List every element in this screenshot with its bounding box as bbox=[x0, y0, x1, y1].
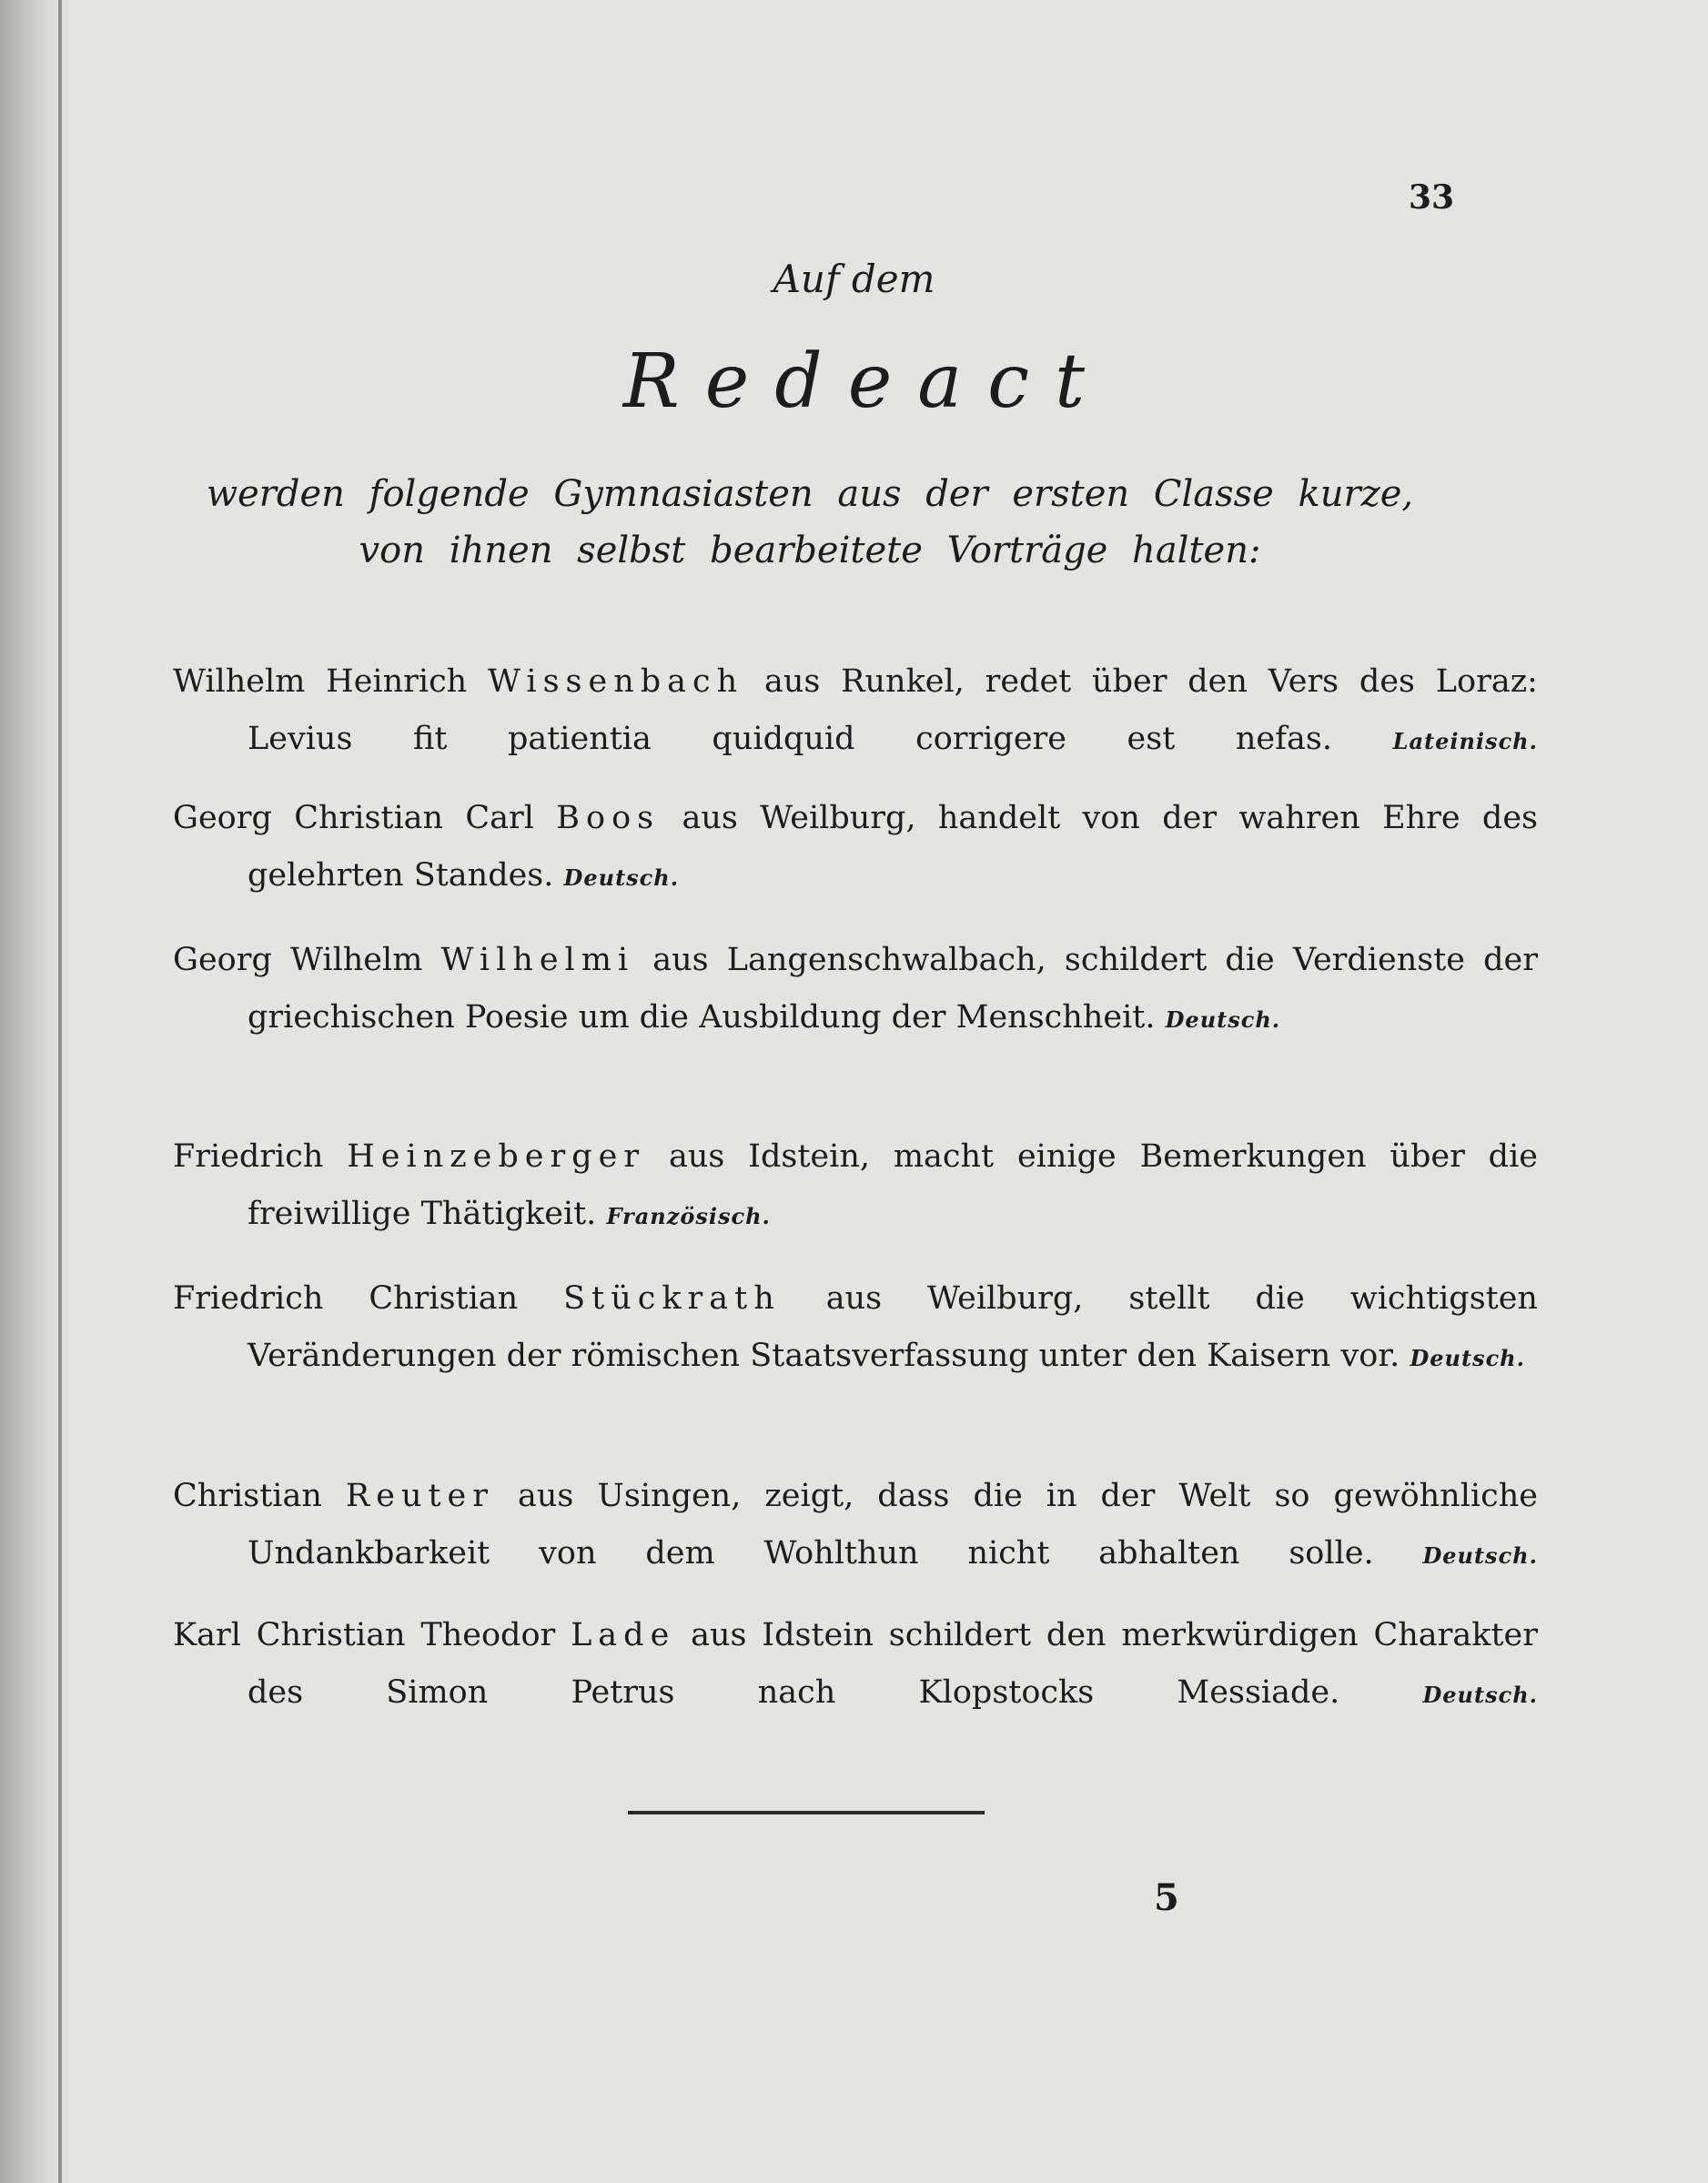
speaker-topic: aus Weilburg, stellt die wichtigsten Veränderungen der römischen Staatsverfassung unter den Kaisern vor. bbox=[248, 1280, 1538, 1374]
page-binding-shadow bbox=[58, 0, 62, 2183]
speaker-topic: aus Idstein, macht einige Bemerkungen über die freiwillige Thätigkeit. bbox=[248, 1138, 1538, 1232]
page-number: 33 bbox=[1409, 178, 1455, 217]
speech-language: Deutsch. bbox=[1165, 1006, 1281, 1033]
speaker-given-names: Karl Christian Theodor bbox=[173, 1617, 556, 1653]
speaker-surname: Lade bbox=[571, 1617, 676, 1653]
speech-language: Deutsch. bbox=[1422, 1542, 1538, 1569]
page-title: Redeact bbox=[622, 339, 1111, 425]
speaker-entry-heinzeberger bbox=[173, 1128, 1538, 1245]
speech-language: Lateinisch. bbox=[1392, 728, 1538, 754]
speaker-entry-reuter bbox=[173, 1468, 1538, 1584]
closing-rule bbox=[628, 1811, 985, 1814]
speaker-given-names: Wilhelm Heinrich bbox=[173, 663, 468, 700]
speaker-given-names: Georg Christian Carl bbox=[173, 800, 534, 836]
speaker-surname: Boos bbox=[556, 800, 661, 836]
speaker-surname: Heinzeberger bbox=[347, 1138, 646, 1175]
speaker-given-names: Friedrich bbox=[173, 1138, 324, 1175]
speaker-topic: aus Weilburg, handelt von der wahren Ehre des gelehrten Standes. bbox=[248, 800, 1538, 894]
speaker-given-names: Christian bbox=[173, 1478, 322, 1514]
speech-language: Französisch. bbox=[606, 1203, 771, 1229]
speaker-entry-stueckrath bbox=[173, 1270, 1538, 1387]
intro-line-1: werden folgende Gymnasiasten aus der ersten Classe kurze, bbox=[206, 473, 1414, 515]
printer-signature-mark: 5 bbox=[1154, 1876, 1179, 1919]
speaker-topic: aus Langenschwalbach, schildert die Verdienste der griechischen Poesie um die Ausbildung der Menschheit. bbox=[248, 942, 1538, 1036]
speaker-entry-wissenbach bbox=[173, 653, 1538, 770]
speaker-topic: aus Idstein schildert den merkwürdigen Charakter des Simon Petrus nach Klopstocks Messiade. bbox=[248, 1617, 1538, 1711]
speaker-surname: Wissenbach bbox=[488, 663, 744, 700]
header-line: Auf dem bbox=[773, 257, 935, 301]
speaker-given-names: Georg Wilhelm bbox=[173, 942, 423, 978]
speaker-surname: Stückrath bbox=[563, 1280, 781, 1317]
speech-language: Deutsch. bbox=[563, 864, 680, 891]
speaker-entry-lade bbox=[173, 1607, 1538, 1723]
speaker-surname: Wilhelmi bbox=[440, 942, 635, 978]
speaker-topic: aus Runkel, redet über den Vers des Loraz: Levius fit patientia quidquid corrigere est nefas. bbox=[248, 663, 1538, 757]
speaker-surname: Reuter bbox=[345, 1478, 494, 1514]
speaker-given-names: Friedrich Christian bbox=[173, 1280, 519, 1317]
speaker-entry-wilhelmi bbox=[173, 932, 1538, 1048]
speaker-topic: aus Usingen, zeigt, dass die in der Welt so gewöhnliche Undankbarkeit von dem Wohlthun nicht abhalten solle. bbox=[248, 1478, 1538, 1572]
intro-paragraph bbox=[146, 466, 1474, 579]
speaker-entry-boos bbox=[173, 790, 1538, 906]
speech-language: Deutsch. bbox=[1410, 1345, 1525, 1371]
speech-language: Deutsch. bbox=[1422, 1682, 1538, 1708]
intro-line-2: von ihnen selbst bearbeitete Vorträge halten: bbox=[359, 530, 1261, 571]
